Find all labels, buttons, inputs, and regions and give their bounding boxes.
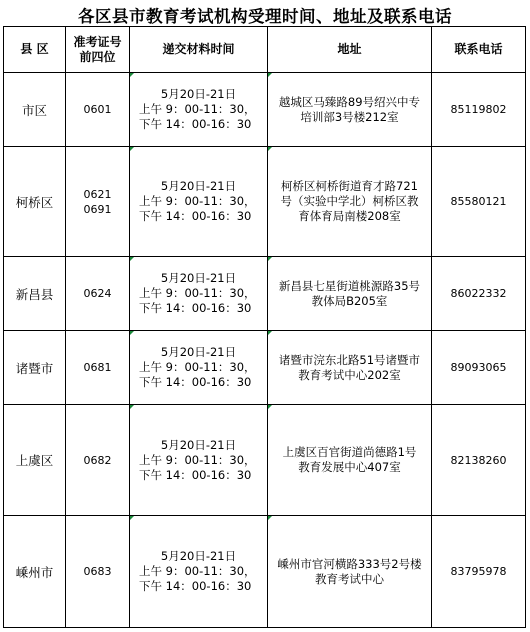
county-name: 市区: [21, 102, 47, 118]
address-line: 培训部3号楼212室: [300, 109, 399, 124]
address-cell: [268, 405, 432, 516]
address-line: 号（实验中学北）柯桥区教: [280, 194, 419, 208]
county-cell: [4, 147, 66, 257]
table-row: [4, 405, 526, 516]
afternoon-hours: 下午 14：00-16：30: [139, 209, 252, 223]
contact-table: [3, 26, 526, 628]
submit-time-cell: [130, 331, 268, 405]
afternoon-hours: 下午 14：00-16：30: [139, 375, 252, 389]
table-row: [4, 257, 526, 331]
submit-date: 5月20日-21日: [160, 87, 237, 101]
morning-hours: 上午 9：00-11：30，: [139, 102, 256, 116]
submit-time-cell: [130, 147, 268, 257]
phone-cell: [432, 331, 526, 405]
phone-cell: [432, 405, 526, 516]
table-header-row: [4, 27, 526, 73]
header-phone: 联系电话: [432, 27, 526, 73]
table-row: [4, 331, 526, 405]
phone-cell: [432, 73, 526, 147]
submit-date: 5月20日-21日: [160, 549, 237, 563]
county-name: 柯桥区: [15, 194, 54, 210]
address-line: 教育考试中心: [315, 571, 384, 586]
afternoon-hours: 下午 14：00-16：30: [139, 117, 252, 131]
cell-comment-marker: [130, 331, 134, 335]
exam-code-cell: [66, 257, 130, 331]
address-line: 育体育局南楼208室: [298, 209, 401, 223]
phone-cell: [432, 257, 526, 331]
exam-code-cell: [66, 331, 130, 405]
address-line: 教体局B205室: [311, 293, 388, 308]
exam-code-cell: [66, 73, 130, 147]
header-code: [66, 27, 130, 73]
phone-cell: [432, 516, 526, 628]
exam-code: 0681: [83, 361, 112, 374]
header-address: 地址: [268, 27, 432, 73]
exam-code-cell: [66, 405, 130, 516]
exam-code-cell: [66, 147, 130, 257]
afternoon-hours: 下午 14：00-16：30: [139, 467, 252, 482]
page-title: 各区县市教育考试机构受理时间、地址及联系电话: [78, 7, 452, 26]
county-name: 新昌县: [15, 286, 54, 302]
cell-comment-marker: [268, 331, 272, 335]
address-line: 诸暨市浣东北路51号诸暨市: [278, 352, 421, 367]
phone-number: 86022332: [450, 287, 507, 300]
county-name: 诸暨市: [15, 360, 54, 376]
cell-comment-marker: [130, 257, 134, 261]
submit-time-cell: [130, 516, 268, 628]
cell-comment-marker: [268, 257, 272, 261]
cell-comment-marker: [268, 147, 272, 151]
submit-date: 5月20日-21日: [160, 437, 237, 452]
morning-hours: 上午 9：00-11：30，: [139, 564, 256, 578]
address-line: 上虞区百官街道尚德路1号: [282, 445, 417, 459]
morning-hours: 上午 9：00-11：30，: [139, 286, 256, 300]
phone-cell: [432, 147, 526, 257]
address-line: 柯桥区柯桥街道育才路721: [281, 179, 418, 193]
county-cell: [4, 257, 66, 331]
morning-hours: 上午 9：00-11：30，: [139, 194, 256, 208]
table-row: [4, 73, 526, 147]
afternoon-hours: 下午 14：00-16：30: [139, 301, 252, 315]
address-cell: [268, 73, 432, 147]
cell-comment-marker: [130, 73, 134, 77]
county-cell: [4, 73, 66, 147]
submit-date: 5月20日-21日: [160, 179, 237, 193]
submit-date: 5月20日-21日: [160, 345, 237, 359]
submit-time-cell: [130, 257, 268, 331]
header-county: 县 区: [4, 27, 66, 73]
header-code-line2: 前四位: [79, 49, 116, 64]
phone-number: 85119802: [450, 103, 507, 116]
address-cell: [268, 257, 432, 331]
phone-number: 82138260: [450, 453, 507, 467]
address-cell: [268, 147, 432, 257]
cell-comment-marker: [130, 147, 134, 151]
county-name: 嵊州市: [15, 564, 54, 580]
exam-code: 0683: [83, 565, 112, 578]
header-time: 递交材料时间: [130, 27, 268, 73]
address-cell: [268, 331, 432, 405]
cell-comment-marker: [268, 516, 272, 520]
phone-number: 83795978: [450, 565, 507, 578]
cell-comment-marker: [130, 516, 134, 520]
county-cell: [4, 331, 66, 405]
cell-comment-marker: [268, 405, 272, 409]
phone-number: 85580121: [450, 195, 507, 208]
address-line: 教育发展中心407室: [298, 460, 401, 474]
cell-comment-marker: [130, 405, 134, 409]
table-row: [4, 516, 526, 628]
exam-code-cell: [66, 516, 130, 628]
address-line: 嵊州市官河横路333号2号楼: [277, 556, 422, 571]
phone-number: 89093065: [450, 361, 507, 374]
submit-time-cell: [130, 73, 268, 147]
exam-code: 0621: [83, 187, 112, 201]
address-line: 新昌县七星街道桃源路35号: [278, 278, 421, 293]
morning-hours: 上午 9：00-11：30，: [139, 452, 256, 467]
submit-date: 5月20日-21日: [160, 271, 237, 285]
address-line: 越城区马臻路89号绍兴中专: [278, 94, 421, 109]
county-name: 上虞区: [15, 453, 54, 468]
submit-time-cell: [130, 405, 268, 516]
afternoon-hours: 下午 14：00-16：30: [139, 579, 252, 593]
address-line: 教育考试中心202室: [298, 367, 401, 382]
county-cell: [4, 405, 66, 516]
exam-code: 0682: [83, 453, 112, 467]
address-cell: [268, 516, 432, 628]
exam-code: 0691: [83, 202, 112, 216]
morning-hours: 上午 9：00-11：30，: [139, 360, 256, 374]
exam-code: 0601: [83, 103, 112, 116]
exam-code: 0624: [83, 287, 112, 300]
header-code-line1: 准考证号: [73, 34, 122, 49]
cell-comment-marker: [268, 73, 272, 77]
table-row: [4, 147, 526, 257]
county-cell: [4, 516, 66, 628]
